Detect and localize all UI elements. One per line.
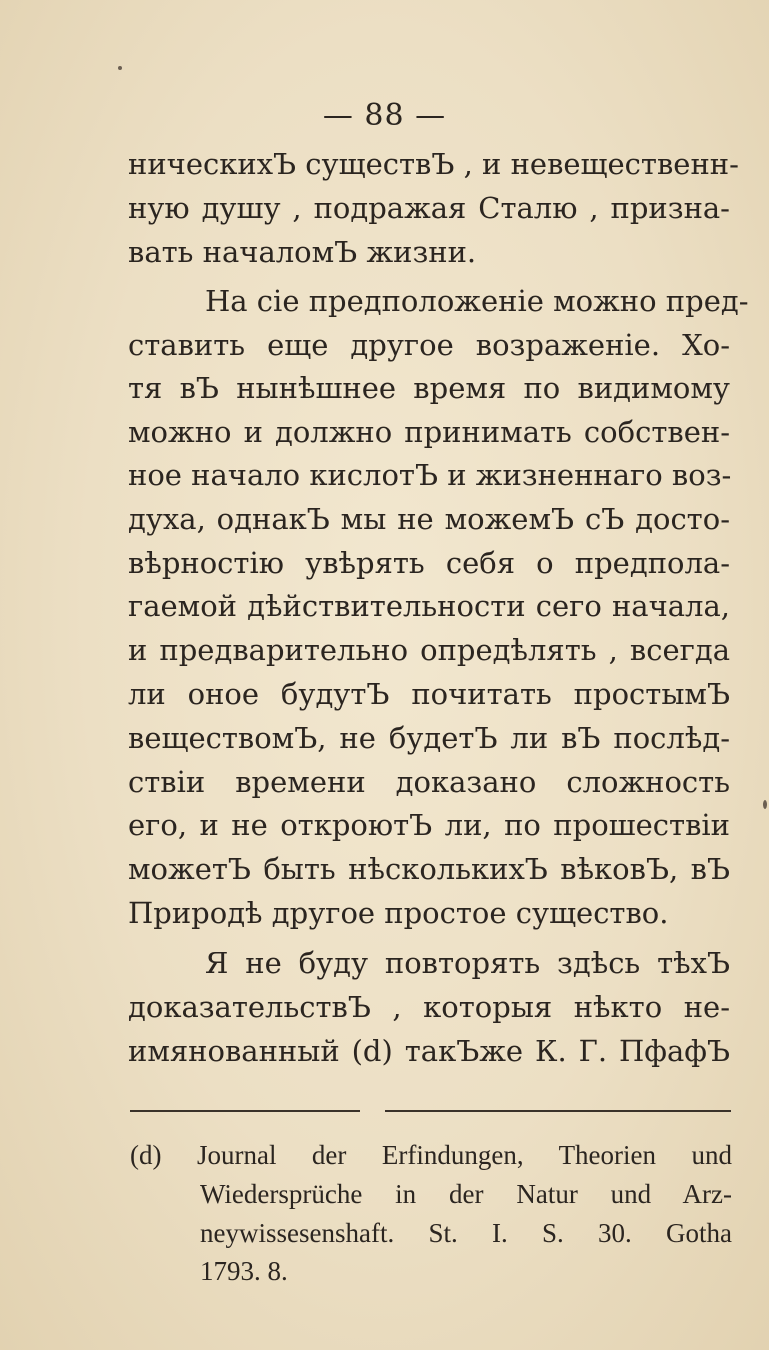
text-line: ную душу , подражая Сталю , призна-	[128, 191, 730, 225]
text-line: веществомЪ, не будетЪ ли вЪ послѣд-	[128, 721, 730, 755]
paper-speck	[763, 800, 767, 809]
text-line: его, и не откроютЪ ли, по прошествiи	[128, 808, 730, 842]
text-line: ническихЪ существЪ , и невещественн-	[128, 147, 739, 181]
footnote-line: Wiedersprüche in der Natur und Arz-	[200, 1179, 732, 1209]
text-line: можно и должно принимать собствен-	[128, 415, 730, 449]
text-line: Природѣ другое простое существо.	[128, 896, 669, 930]
text-line: духа, однакЪ мы не можемЪ сЪ досто-	[128, 502, 730, 536]
text-line: ное начало кислотЪ и жизненнаго воз-	[128, 458, 732, 492]
text-line: можетЪ быть нѣсколькихЪ вѣковЪ, вЪ	[128, 852, 730, 886]
text-line: гаемой дѣйствительности сего начала,	[128, 589, 730, 623]
footnote-line: (d) Journal der Erfindungen, Theorien und	[130, 1140, 732, 1170]
text-line: вѣрностiю увѣрять себя о предпола-	[128, 546, 730, 580]
text-line: вать началомЪ жизни.	[128, 235, 477, 269]
footnote-rule	[385, 1110, 731, 1112]
footnote-line: neywissesenshaft. St. I. S. 30. Gotha	[200, 1218, 732, 1248]
footnote-line: 1793. 8.	[200, 1256, 288, 1286]
page-number: — 88 —	[322, 98, 447, 133]
footnote-rule	[130, 1110, 360, 1112]
text-line: На сiе предположенiе можно пред-	[205, 284, 749, 318]
text-line: имянованный (d) такЪже К. Г. ПфафЪ	[128, 1034, 730, 1068]
text-line: Я не буду повторять здѣсь тѣхЪ	[205, 946, 730, 980]
text-line: доказательствЪ , которыя нѣкто не-	[128, 990, 730, 1024]
text-line: ставить еще другое возраженiе. Хо-	[128, 328, 730, 362]
text-line: тя вЪ нынѣшнее время по видимому	[128, 371, 730, 405]
paper-speck	[118, 66, 122, 70]
text-line: ствiи времени доказано сложность	[128, 765, 730, 799]
text-line: ли оное будутЪ почитать простымЪ	[128, 677, 730, 711]
text-line: и предварительно опредѣлять , всегда	[128, 633, 730, 667]
